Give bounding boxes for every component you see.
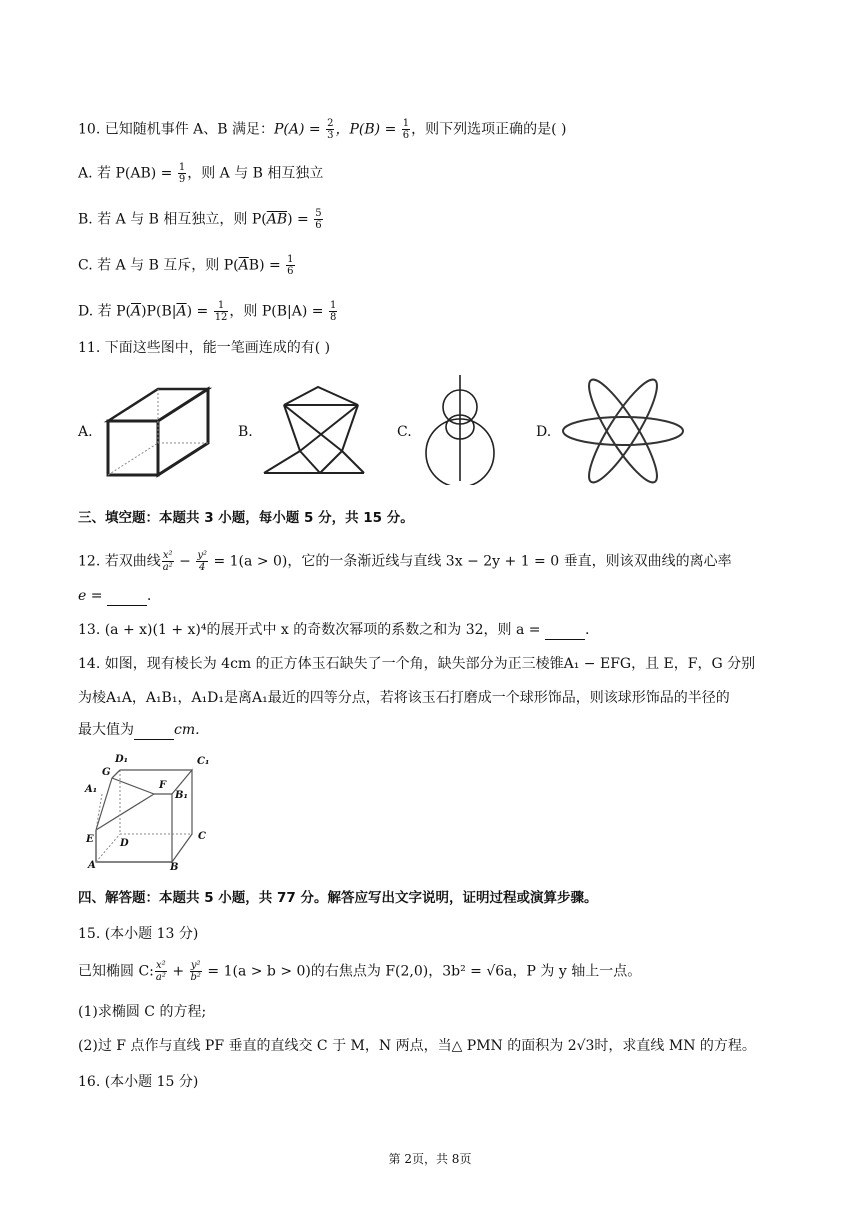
q11-label-c: C. [397,424,412,440]
label-f: F [159,780,167,791]
label-d: D [120,838,129,849]
section-3-heading: 三、填空题：本题共 3 小题，每小题 5 分，共 15 分。 [78,510,414,526]
q14-line-3: 最大值为 cm. [78,722,200,738]
cube-corner-figure [82,750,222,872]
label-b1: B₁ [175,790,188,801]
q10-option-d: D. 若 $P(\overline{A})P(B|\overline{A})$ = $\frac{1}{12}$ ，则 P(B|A) = $\frac{1}{8}$ [78,300,337,323]
section-4-heading: 四、解答题：本题共 5 小题，共 77 分。解答应写出文字说明，证明过程或演算步骤。 [78,890,598,906]
answer-blank[interactable] [107,591,147,606]
q11-label-a: A. [78,424,93,440]
q15-stem: 已知椭圆 C: $\frac{\text{x²}}{\text{a²}}$ + $\frac{\text{y²}}{\text{b²}}$ = 1(a > b > 0)的右焦点为 F(2,0)，3b² = √6a，P 为 y 轴上一点。 [78,960,642,983]
atom-figure [560,375,686,487]
q10-option-a: A. 若 P(AB) = $\frac{1}{9}$ ，则 A 与 B 相互独立 [78,162,324,185]
label-e: E [86,834,94,845]
q12-answer-line: e = . [78,588,152,604]
q12-stem: 12. 若双曲线 $\frac{\text{x²}}{\text{a²}}$ − $\frac{\text{y²}}{4}$ = 1(a > 0)，它的一条渐近线与直线 3x − 2y + 1 = 0 垂直，则该双曲线的离心率 [78,550,732,573]
label-c: C [198,831,206,842]
label-a1: A₁ [85,784,98,795]
label-c1: C₁ [197,756,210,767]
q13-stem: 13. (a + x)(1 + x)⁴的展开式中 x 的奇数次幂项的系数之和为 32，则 a = . [78,622,590,638]
answer-blank[interactable] [545,625,585,640]
q11-label-d: D. [536,424,552,440]
tent-figure [260,383,370,479]
answer-blank[interactable] [134,725,174,740]
q10-stem: 10. 已知随机事件 A、B 满足：P(A) = $\frac{2}{3}$ ，P(B) = $\frac{1}{6}$ ，则下列选项正确的是( ) [78,118,567,141]
page-footer: 第 2页，共 8页 [388,1152,472,1166]
cube-figure [100,383,216,479]
fraction: $\frac{2}{3}$ [327,118,334,141]
q16-heading: 16. (本小题 15 分) [78,1074,199,1090]
q15-heading: 15. (本小题 13 分) [78,926,199,942]
q14-line-1: 14. 如图，现有棱长为 4cm 的正方体玉石缺失了一个角，缺失部分为正三棱锥A₁ − EFG，且 E，F，G 分别 [78,656,756,672]
q14-line-2: 为棱A₁A，A₁B₁，A₁D₁是离A₁最近的四等分点，若将该玉石打磨成一个球形饰品，则该球形饰品的半径的 [78,690,730,706]
fraction: $\frac{1}{6}$ [402,118,410,141]
q15-part-2: (2)过 F 点作与直线 PF 垂直的直线交 C 于 M，N 两点，当△ PMN 的面积为 2√3时，求直线 MN 的方程。 [78,1038,756,1054]
q10-option-c: C. 若 A 与 B 互斥，则 $P(\overline{A}B)$ = $\frac{1}{6}$ [78,254,294,277]
q11-stem: 11. 下面这些图中，能一笔画连成的有( ) [78,340,331,356]
label-g: G [102,767,111,778]
label-a: A [88,860,96,871]
q15-part-1: (1)求椭圆 C 的方程; [78,1004,207,1020]
label-b: B [170,862,179,872]
label-d1: D₁ [115,754,129,765]
circles-figure [418,373,502,485]
q10-option-b: B. 若 A 与 B 相互独立，则 $P(\overline{AB})$ = $\frac{5}{6}$ [78,208,322,231]
q11-label-b: B. [238,424,253,440]
